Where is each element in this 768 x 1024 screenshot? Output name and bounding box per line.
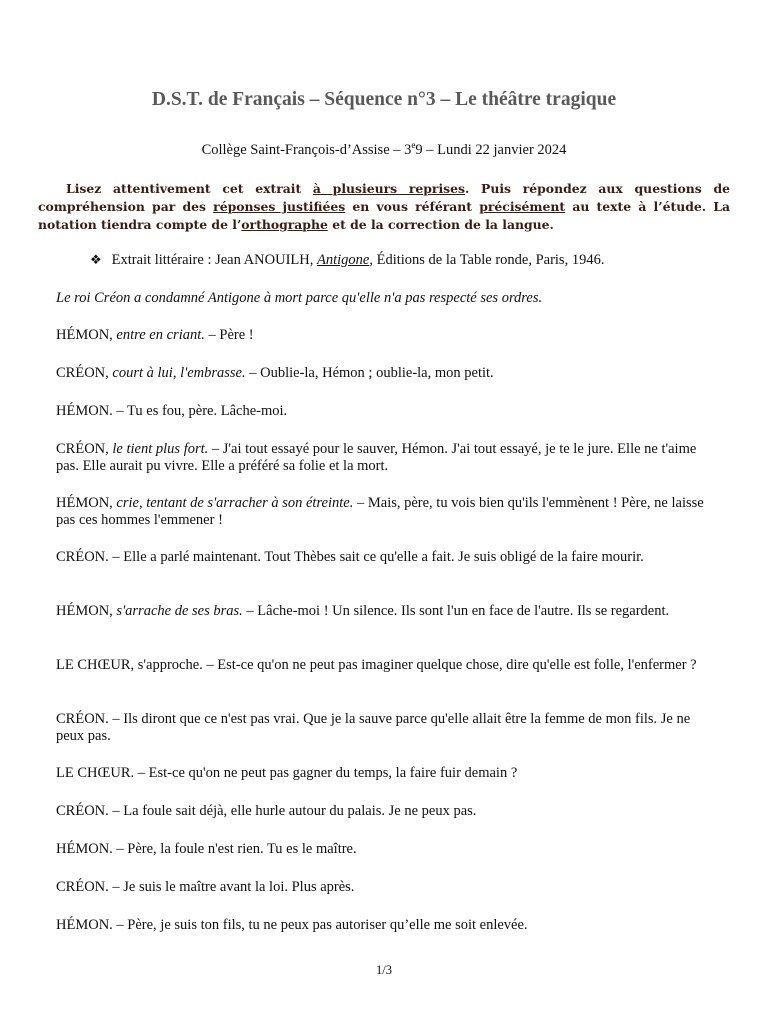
source-suffix: , Éditions de la Table ronde, Paris, 1946. — [369, 252, 605, 268]
class-superscript: e — [411, 140, 416, 150]
dialogue-line — [56, 403, 706, 420]
source-line — [90, 252, 604, 269]
speaker-name: CRÉON — [56, 549, 106, 565]
speaker-name: HÉMON — [56, 495, 110, 511]
stage-direction: le tient plus fort. — [112, 441, 209, 457]
speaker-name: CRÉON — [56, 711, 106, 727]
school-date-line — [0, 140, 768, 159]
source-prefix: Extrait littéraire : Jean ANOUILH, — [111, 252, 317, 268]
dialogue-text: – Mais, père, tu vois bien qu'ils l'emmènent ! Père, ne laisse pas ces hommes l'emmener ! — [56, 495, 704, 528]
instructions-underlined: à plusieurs reprises — [312, 181, 465, 196]
speaker-name: LE CHŒUR — [56, 657, 131, 673]
stage-direction: entre en criant. — [116, 327, 205, 343]
page-title: D.S.T. de Français – Séquence n°3 – Le théâtre tragique — [151, 89, 617, 110]
stage-direction: crie, tentant de s'arracher à son étreinte. — [116, 495, 354, 511]
dialogue-line — [56, 765, 706, 782]
dialogue-line — [56, 327, 706, 344]
instructions-underlined: précisément — [479, 199, 566, 214]
dialogue-text: . – Est-ce qu'on ne peut pas gagner du temps, la faire fuir demain ? — [130, 765, 518, 781]
class-number: 9 — [415, 141, 423, 158]
instructions-text: et de la correction de la langue. — [327, 217, 554, 232]
speaker-name: HÉMON — [56, 327, 110, 343]
instructions-text: en vous référant — [345, 199, 480, 214]
dialogue-text: . – Ils diront que ce n'est pas vrai. Que je la sauve parce qu'elle allait être la femme de mon fils. Je ne peux pas. — [56, 711, 691, 744]
speaker-name: CRÉON — [56, 441, 106, 457]
speaker-name: HÉMON — [56, 603, 110, 619]
dialogue-text: – Oublie-la, Hémon ; oublie-la, mon petit. — [245, 365, 494, 381]
dialogue-line — [56, 495, 706, 528]
instructions-text: Lisez attentivement cet extrait — [66, 181, 313, 196]
dialogue-text: – Lâche-moi ! Un silence. Ils sont l'un en face de l'autre. Ils se regardent. — [242, 603, 670, 619]
excerpt-intro-text: Le roi Créon a condamné Antigone à mort parce qu'elle n'a pas respecté ses ordres. — [56, 290, 543, 306]
excerpt-intro — [56, 290, 706, 307]
page-number: 1/3 — [376, 963, 392, 977]
dialogue-line — [56, 841, 706, 858]
school-name: Collège Saint-François-d’Assise – 3 — [201, 141, 412, 158]
speaker-separator: , — [109, 603, 117, 619]
instructions-underlined: orthographe — [241, 217, 328, 232]
work-title: Antigone — [316, 252, 370, 268]
dialogue-line — [56, 711, 706, 744]
speaker-separator: , — [105, 365, 113, 381]
dialogue-text: . – Elle a parlé maintenant. Tout Thèbes sait ce qu'elle a fait. Je suis obligé de la faire mourir. — [105, 549, 644, 565]
dialogue-text: – Père ! — [204, 327, 254, 343]
dialogue-text: . – La foule sait déjà, elle hurle autour du palais. Je ne peux pas. — [105, 803, 477, 819]
dialogue-text: , s'approche. – Est-ce qu'on ne peut pas imaginer quelque chose, dire qu'elle est folle, l'enfermer ? — [130, 657, 697, 673]
exam-date: – Lundi 22 janvier 2024 — [422, 141, 567, 158]
dialogue-text: . – Tu es fou, père. Lâche-moi. — [109, 403, 288, 419]
speaker-name: LE CHŒUR — [56, 765, 131, 781]
stage-direction: s'arrache de ses bras. — [116, 603, 243, 619]
dialogue-line — [56, 803, 706, 820]
dialogue-line — [56, 657, 706, 674]
dialogue-text: . – Père, la foule n'est rien. Tu es le maître. — [109, 841, 357, 857]
speaker-separator: , — [105, 441, 113, 457]
dialogue-line — [56, 603, 706, 620]
diamond-bullet-icon: ❖ — [90, 252, 102, 267]
speaker-name: HÉMON — [56, 917, 110, 933]
speaker-separator: , — [109, 495, 117, 511]
dialogue-line — [56, 441, 706, 474]
instructions-text: au texte à l’étude. La notation tiendra compte de l’ — [38, 199, 730, 232]
speaker-name: HÉMON — [56, 841, 110, 857]
speaker-name: CRÉON — [56, 803, 106, 819]
dialogue-line — [56, 879, 706, 896]
instructions-paragraph — [38, 180, 730, 234]
dialogue-text: . – Père, je suis ton fils, tu ne peux pas autoriser qu’elle me soit enlevée. — [109, 917, 528, 933]
dialogue-text: – J'ai tout essayé pour le sauver, Hémon. J'ai tout essayé, je te le jure. Elle ne t'aime pas. Elle aurait pu vivre. Elle a préféré sa folie et la mort. — [56, 441, 697, 474]
dialogue-line — [56, 365, 706, 382]
dialogue-text: . – Je suis le maître avant la loi. Plus après. — [105, 879, 355, 895]
dialogue-line — [56, 549, 706, 566]
instructions-underlined: réponses justifiées — [213, 199, 346, 214]
instructions-text: . Puis répondez aux questions de compréhension par des — [38, 181, 730, 214]
dialogue-line — [56, 917, 706, 934]
speaker-name: CRÉON — [56, 365, 106, 381]
speaker-name: CRÉON — [56, 879, 106, 895]
speaker-name: HÉMON — [56, 403, 110, 419]
speaker-separator: , — [109, 327, 117, 343]
stage-direction: court à lui, l'embrasse. — [112, 365, 246, 381]
